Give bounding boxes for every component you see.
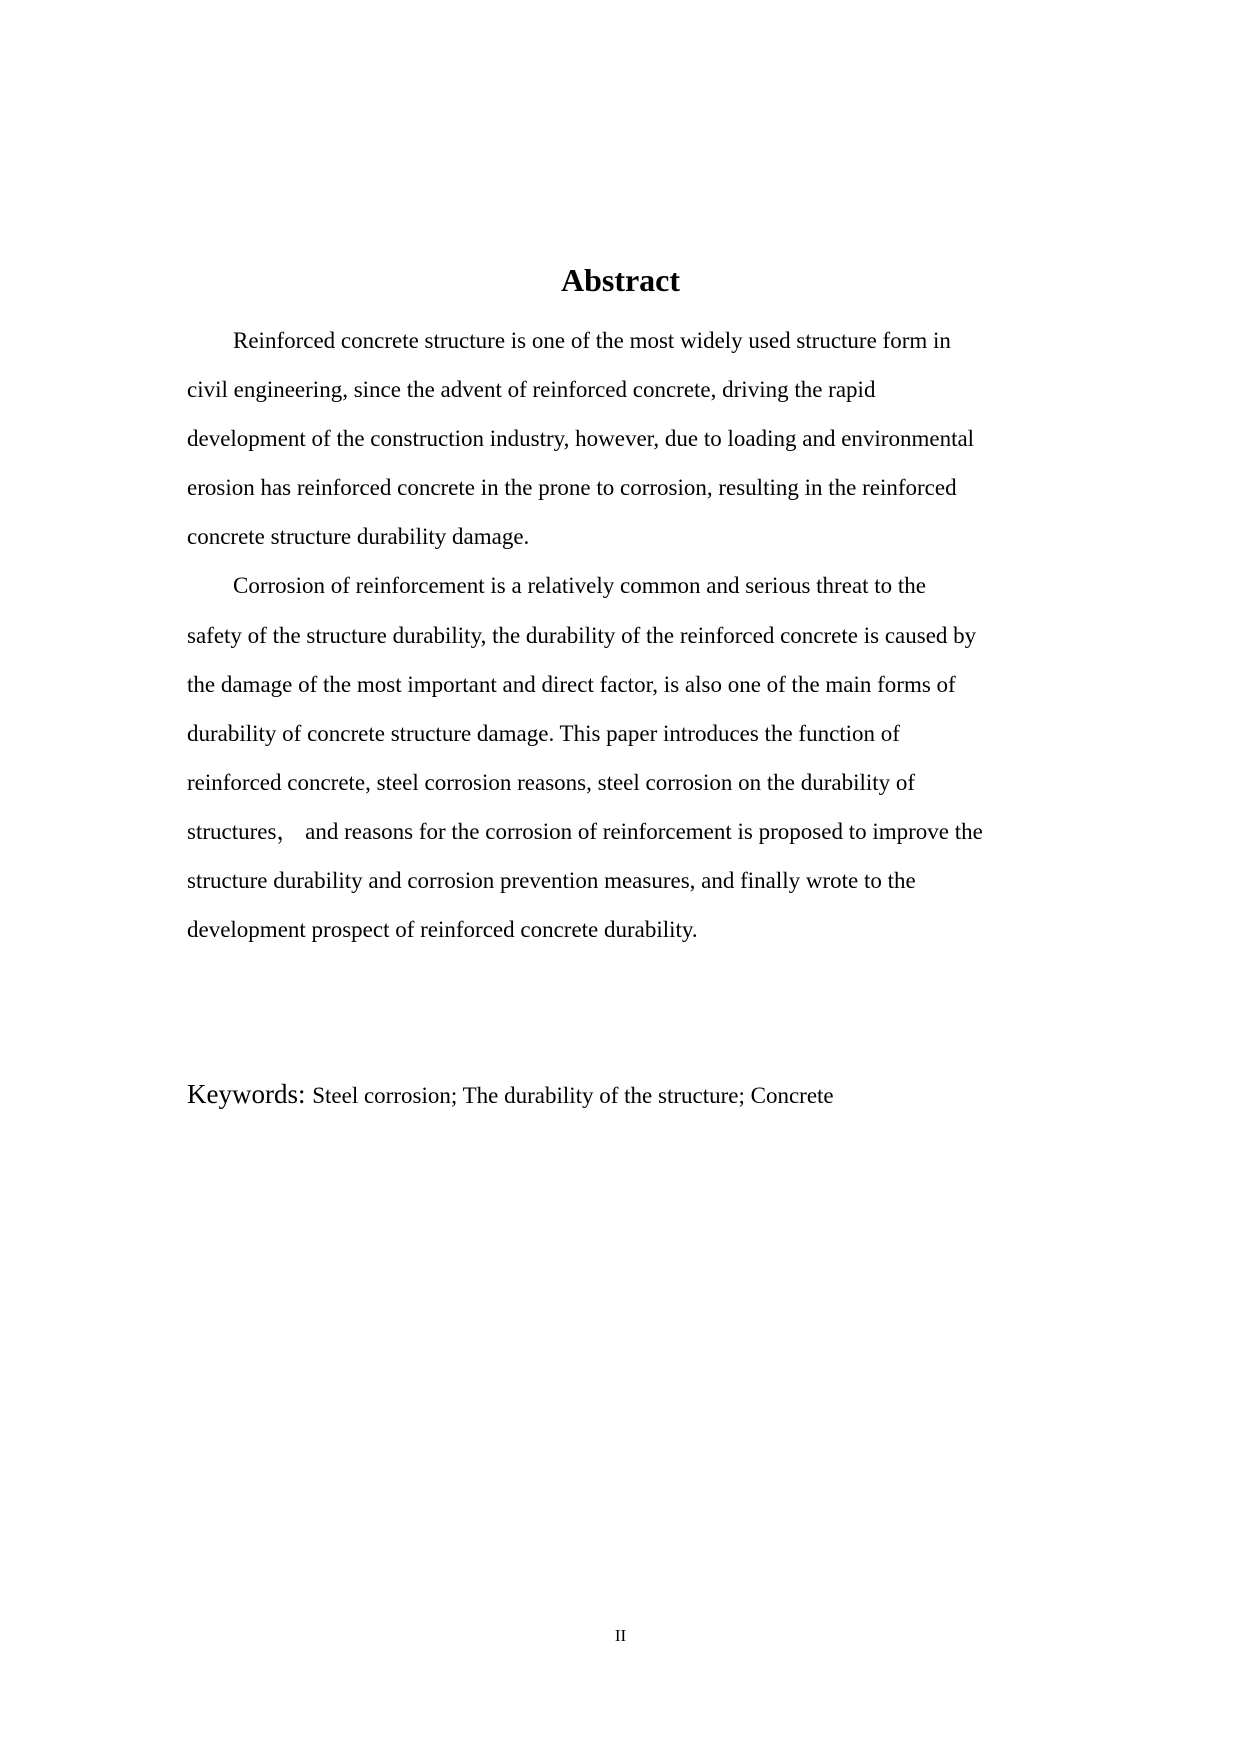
paragraph-line: development prospect of reinforced concrete durability. — [187, 917, 698, 943]
abstract-title: Abstract — [560, 262, 681, 298]
paragraph-line: development of the construction industry, however, due to loading and environmental — [187, 426, 975, 452]
paragraph-line: structures， and reasons for the corrosion of reinforcement is proposed to improve the — [187, 818, 983, 844]
paragraph-line: Corrosion of reinforcement is a relatively common and serious threat to the — [233, 573, 926, 599]
paragraph-line: reinforced concrete, steel corrosion reasons, steel corrosion on the durability of — [187, 769, 916, 795]
paragraph-line: civil engineering, since the advent of reinforced concrete, driving the rapid — [187, 377, 876, 403]
abstract-body — [187, 316, 1057, 954]
keywords-line — [187, 1070, 834, 1123]
keywords-label: Keywords: — [187, 1079, 313, 1109]
page-number: II — [614, 1626, 627, 1645]
paragraph-line: Reinforced concrete structure is one of the most widely used structure form in — [233, 328, 951, 353]
paragraph-line: structure durability and corrosion prevention measures, and finally wrote to the — [187, 868, 916, 894]
abstract-paragraph-2 — [187, 561, 1057, 954]
paragraph-line: durability of concrete structure damage. This paper introduces the function of — [187, 720, 900, 746]
abstract-paragraph-1 — [187, 316, 1057, 561]
paragraph-line: erosion has reinforced concrete in the prone to corrosion, resulting in the reinforced — [187, 475, 957, 501]
keywords-value: Steel corrosion; The durability of the structure; Concrete — [312, 1083, 834, 1108]
paragraph-line: safety of the structure durability, the durability of the reinforced concrete is caused by — [187, 622, 977, 648]
paragraph-line: the damage of the most important and direct factor, is also one of the main forms of — [187, 671, 956, 697]
paragraph-line: concrete structure durability damage. — [187, 524, 530, 550]
